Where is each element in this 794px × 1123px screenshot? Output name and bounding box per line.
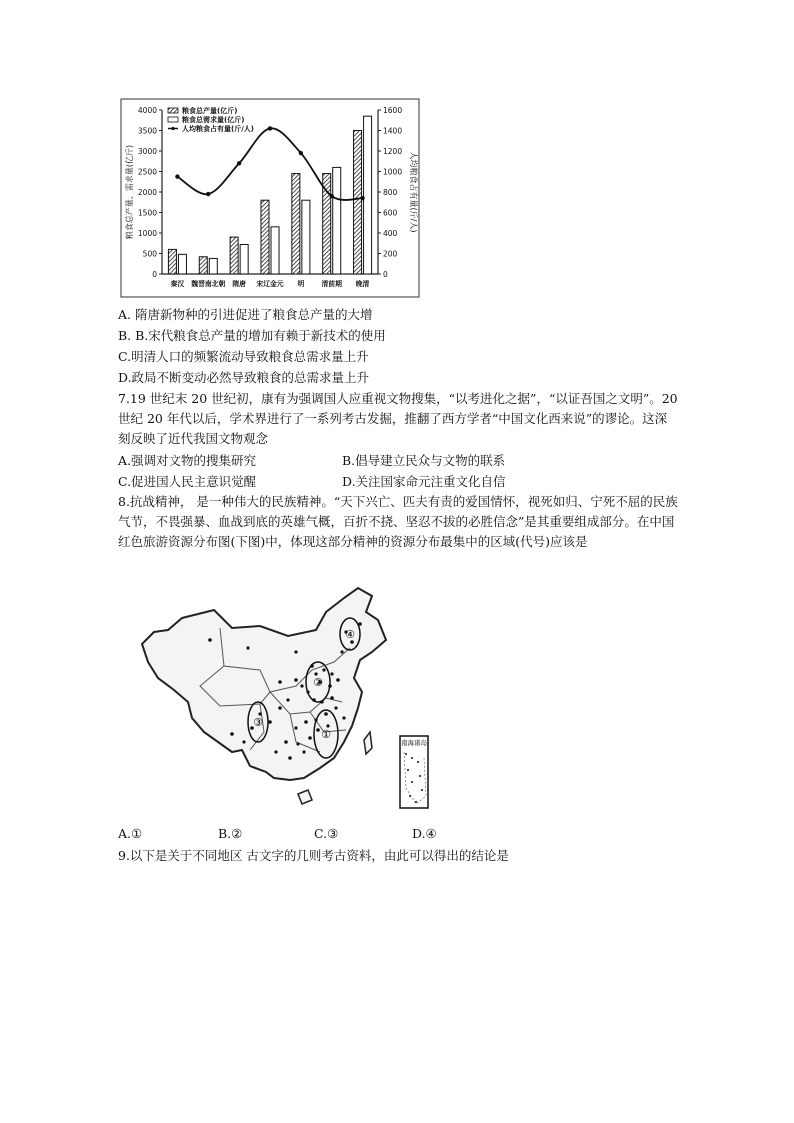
taiwan-island bbox=[364, 732, 372, 754]
bar-production-0 bbox=[168, 249, 176, 274]
bar-production-1 bbox=[199, 257, 207, 274]
per-capita-point-1 bbox=[206, 192, 210, 196]
category-label-4: 明 bbox=[297, 280, 305, 288]
q7-option-a[interactable]: A.强调对文物的搜集研究 bbox=[118, 453, 257, 468]
legend-swatch-production bbox=[168, 108, 178, 113]
per-capita-point-3 bbox=[268, 126, 272, 130]
left-tick-label-8: 4000 bbox=[137, 106, 157, 115]
bar-demand-4 bbox=[302, 200, 310, 274]
category-label-3: 宋辽金元 bbox=[256, 280, 284, 288]
right-tick-label-0: 0 bbox=[383, 270, 388, 279]
left-tick-label-4: 2000 bbox=[137, 188, 157, 197]
left-tick-label-2: 1000 bbox=[137, 229, 157, 238]
china-red-tourism-map bbox=[120, 582, 436, 816]
q7-options-row-1 bbox=[118, 452, 678, 470]
right-tick-label-6: 1200 bbox=[383, 147, 403, 156]
bar-demand-3 bbox=[271, 227, 279, 274]
bar-production-3 bbox=[261, 200, 269, 274]
legend-label-demand: 粮食总需求量(亿斤) bbox=[182, 116, 245, 124]
per-capita-point-5 bbox=[330, 194, 334, 198]
category-label-6: 晚清 bbox=[355, 280, 370, 288]
q7-option-b[interactable]: B.倡导建立民众与文物的联系 bbox=[342, 453, 506, 468]
grain-chart-svg bbox=[120, 98, 420, 298]
region-1-marker: ① bbox=[321, 728, 331, 741]
q7-options-row-2 bbox=[118, 473, 678, 491]
region-2-marker: ② bbox=[313, 676, 323, 689]
right-tick-label-7: 1400 bbox=[383, 126, 403, 136]
bar-production-4 bbox=[292, 174, 300, 274]
region-4-marker: ④ bbox=[345, 628, 355, 641]
per-capita-point-0 bbox=[175, 174, 179, 178]
q8-option-c[interactable]: C.③ bbox=[314, 826, 339, 841]
q6-option-c[interactable]: C.明清人口的频繁流动导致粮食总需求量上升 bbox=[118, 349, 369, 364]
bar-demand-2 bbox=[240, 244, 248, 274]
q7-option-d[interactable]: D.关注国家命元注重文化自信 bbox=[342, 474, 506, 489]
right-tick-label-3: 600 bbox=[383, 208, 398, 218]
region-3-marker: ③ bbox=[253, 716, 263, 729]
bar-production-6 bbox=[354, 131, 362, 275]
category-label-0: 秦汉 bbox=[170, 280, 185, 288]
china-map-svg bbox=[120, 582, 436, 816]
bar-demand-1 bbox=[209, 258, 217, 274]
right-tick-label-4: 800 bbox=[383, 188, 398, 197]
category-label-1: 魏晋南北朝 bbox=[191, 280, 226, 288]
q6-option-b[interactable]: B. B.宋代粮食总产量的增加有赖于新技术的使用 bbox=[118, 328, 386, 343]
category-label-2: 隋唐 bbox=[232, 280, 246, 288]
q8-option-d[interactable]: D.④ bbox=[412, 826, 437, 841]
q9-stem: 9.以下是关于不同地区 古文字的几则考古资料，由此可以得出的结论是 bbox=[118, 848, 509, 863]
right-axis-label: 人均粮食占有量(斤/人) bbox=[409, 151, 418, 233]
left-tick-label-0: 0 bbox=[152, 270, 157, 279]
south-china-sea-inset bbox=[400, 736, 428, 808]
left-tick-label-5: 2500 bbox=[137, 167, 157, 177]
left-tick-label-1: 500 bbox=[142, 249, 157, 259]
left-tick-label-6: 3000 bbox=[137, 147, 157, 156]
per-capita-point-2 bbox=[237, 161, 241, 165]
legend-label-per-capita: 人均粮食占有量(斤/人) bbox=[182, 125, 254, 133]
right-tick-label-5: 1000 bbox=[383, 167, 403, 177]
bar-demand-5 bbox=[333, 167, 341, 274]
left-tick-label-3: 1500 bbox=[137, 208, 157, 218]
q8-options bbox=[118, 826, 518, 846]
per-capita-point-6 bbox=[360, 196, 364, 200]
q6-option-a[interactable]: A. 隋唐新物种的引进促进了粮食总产量的大增 bbox=[118, 307, 373, 322]
q8-option-a[interactable]: A.① bbox=[118, 826, 143, 841]
left-axis-label: 粮食总产量、需求量(亿斤) bbox=[125, 144, 134, 240]
q6-option-d[interactable]: D.政局不断变动必然导致粮食的总需求量上升 bbox=[118, 370, 370, 385]
right-tick-label-1: 200 bbox=[383, 249, 398, 259]
china-outline bbox=[142, 588, 386, 780]
per-capita-point-4 bbox=[299, 151, 303, 155]
hainan-island bbox=[298, 790, 312, 804]
q7-option-c[interactable]: C.促进国人民主意识觉醒 bbox=[118, 474, 257, 489]
right-tick-label-8: 1600 bbox=[383, 106, 403, 115]
q8-stem: 8.抗战精神， 是一种伟大的民族精神。“天下兴亡、匹夫有责的爱国情怀，视死如归、宁死不屈的民族气节，不畏强暴、血战到底的英雄气概，百折不挠、坚忍不拔的必胜信念”是其重要组成部分。在中国红色旅游资源分布图(下图)中，体现这部分精神的资源分布最集中的区域(代号)应该是 bbox=[118, 494, 678, 549]
bar-production-2 bbox=[230, 237, 238, 274]
legend-swatch-demand bbox=[168, 117, 178, 122]
right-tick-label-2: 400 bbox=[383, 229, 398, 238]
legend-label-production: 粮食总产量(亿斤) bbox=[182, 107, 238, 115]
bar-demand-0 bbox=[178, 254, 186, 274]
category-label-5: 清前期 bbox=[321, 280, 342, 288]
q8-option-b[interactable]: B.② bbox=[218, 826, 243, 841]
inset-label: 南海诸岛 bbox=[401, 739, 427, 747]
grain-chart bbox=[120, 98, 420, 298]
bar-demand-6 bbox=[364, 116, 372, 274]
q7-stem: 7.19 世纪末 20 世纪初，康有为强调国人应重视文物搜集，“以考进化之据”，“以证吾国之文明”。20 世纪 20 年代以后，学术界进行了一系列考古发掘，推翻了西方学者“中国文化西来说”的谬论。这深刻反映了近代我国文物观念 bbox=[118, 391, 678, 446]
legend-swatch-per-capita-dot bbox=[171, 127, 174, 130]
left-tick-label-7: 3500 bbox=[137, 126, 157, 136]
